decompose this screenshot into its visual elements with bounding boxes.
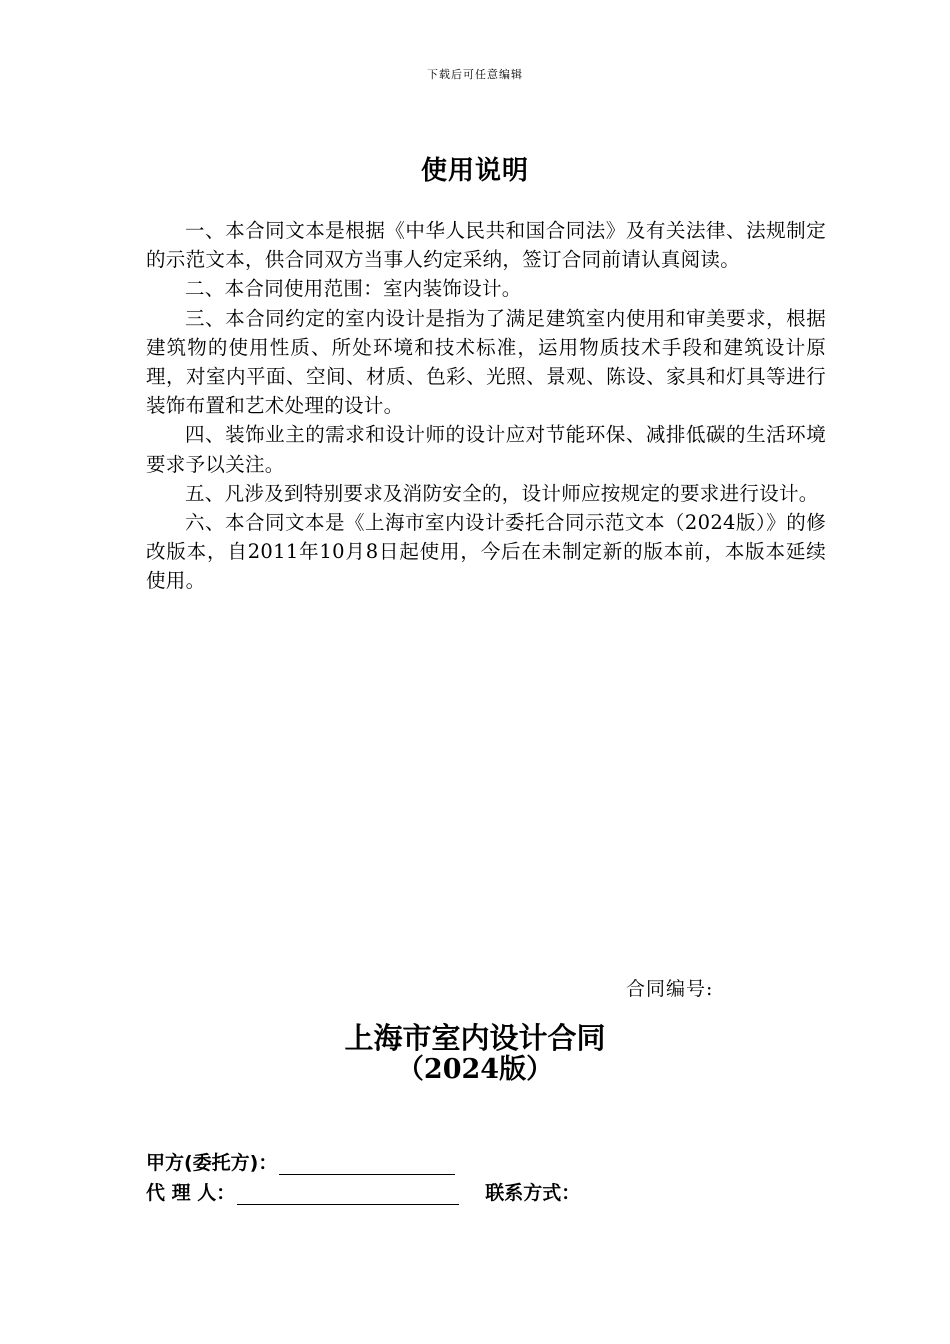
party-a-label: 甲方(委托方)：: [146, 1152, 278, 1174]
agent-row: [146, 1178, 580, 1205]
contract-number-label: 合同编号:: [626, 978, 714, 1000]
agent-blank-field[interactable]: [237, 1184, 459, 1205]
party-a-row: [146, 1148, 457, 1175]
usage-paragraph-2: 二、本合同使用范围：室内装饰设计。: [185, 277, 522, 301]
contract-edition: （2024版）: [396, 1054, 554, 1085]
header-note: 下载后可任意编辑: [427, 68, 523, 81]
usage-paragraph-1: 一、本合同文本是根据《中华人民共和国合同法》及有关法律、法规制定的示范文本，供合同双方当事人约定采纳，签订合同前请认真阅读。: [146, 219, 826, 272]
contact-label: 联系方式：: [485, 1182, 581, 1204]
party-a-blank-field[interactable]: [279, 1154, 455, 1175]
agent-label: 代 理 人：: [146, 1182, 236, 1204]
usage-paragraph-3: 三、本合同约定的室内设计是指为了满足建筑室内使用和审美要求，根据建筑物的使用性质、所处环境和技术标准，运用物质技术手段和建筑设计原理，对室内平面、空间、材质、色彩、光照、景观、陈设、家具和灯具等进行装饰布置和艺术处理的设计。: [146, 306, 826, 418]
contract-title: 上海市室内设计合同: [344, 1021, 606, 1055]
usage-paragraph-5: 五、凡涉及到特别要求及消防安全的，设计师应按规定的要求进行设计。: [185, 481, 819, 505]
usage-paragraph-6: 六、本合同文本是《上海市室内设计委托合同示范文本（2024版）》的修改版本，自2011年10月8日起使用，今后在未制定新的版本前，本版本延续使用。: [146, 511, 826, 593]
usage-paragraph-4: 四、装饰业主的需求和设计师的设计应对节能环保、减排低碳的生活环境要求予以关注。: [146, 423, 826, 476]
usage-body: [146, 216, 826, 596]
usage-title: 使用说明: [420, 156, 529, 186]
